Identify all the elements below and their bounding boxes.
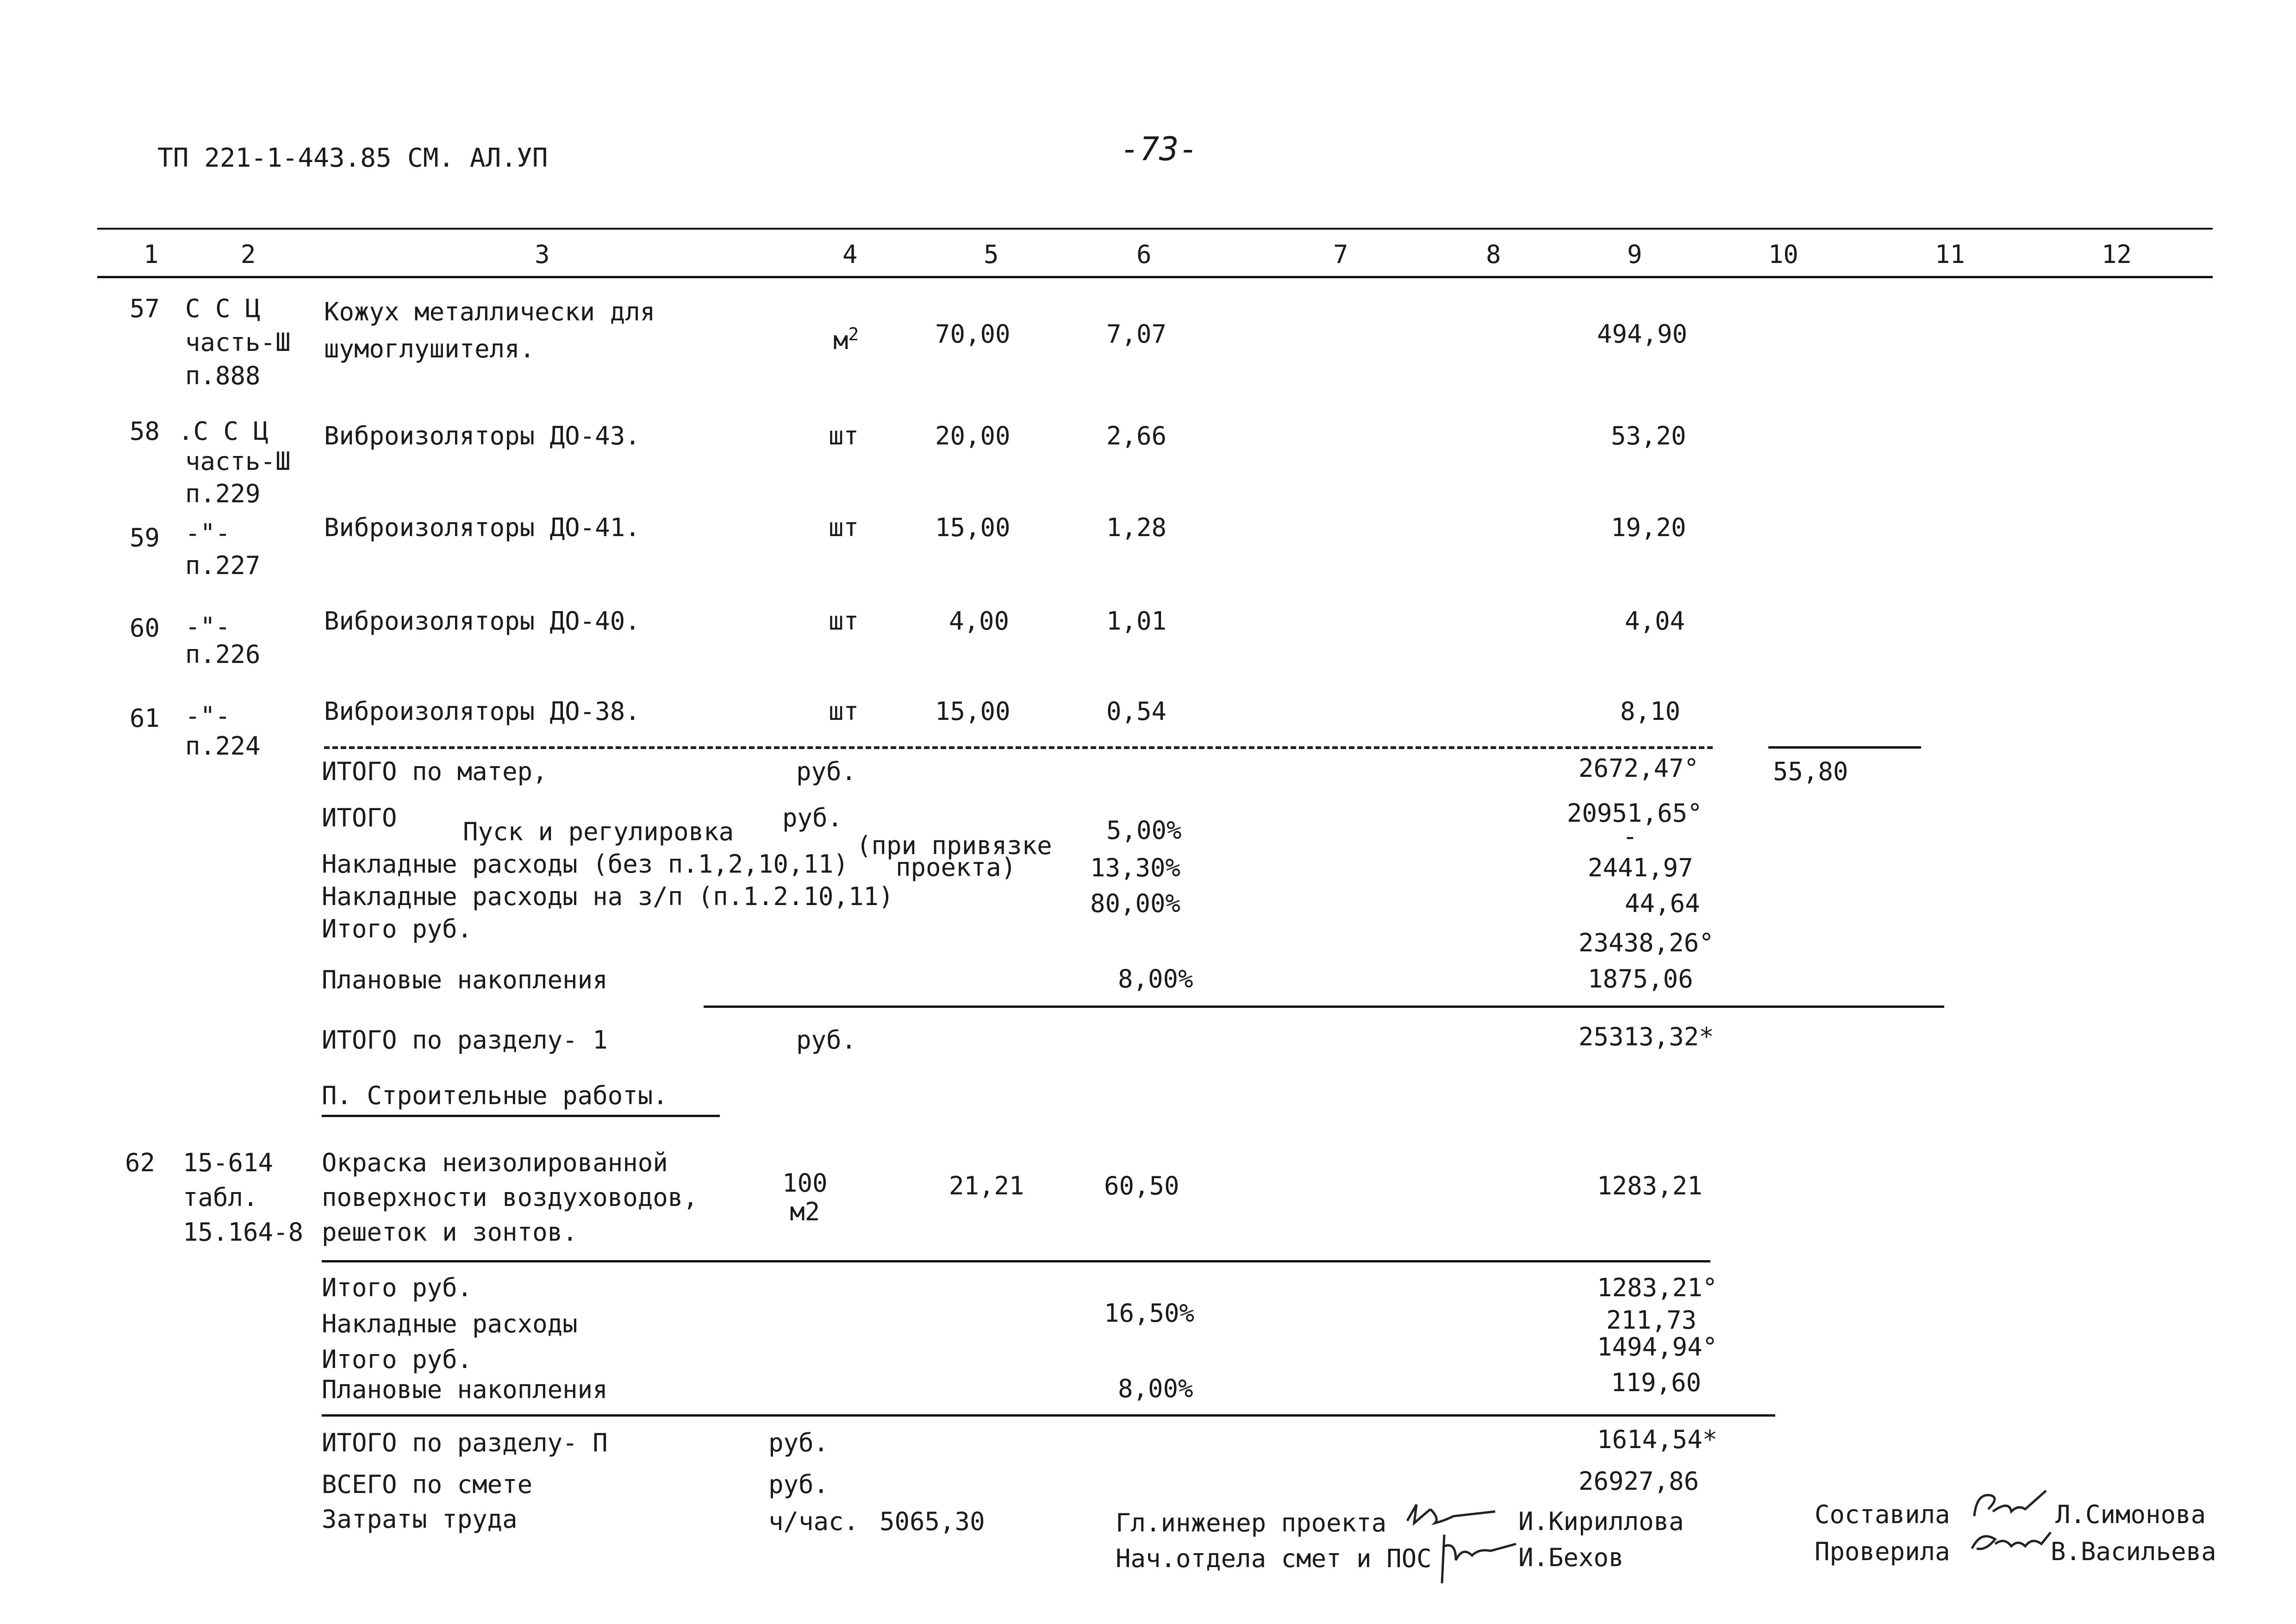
item-price: 2,66 bbox=[1106, 421, 1167, 450]
itogo-total: 20951,65° bbox=[1567, 799, 1703, 828]
item-total: 19,20 bbox=[1611, 513, 1686, 542]
section-1-total-unit: руб. bbox=[796, 1025, 857, 1055]
overhead-label: Накладные расходы bbox=[322, 1309, 578, 1338]
item-quantity: 20,00 bbox=[935, 421, 1011, 450]
labor-value: 5065,30 bbox=[880, 1507, 985, 1536]
heading-underline bbox=[322, 1115, 720, 1117]
item-total: 53,20 bbox=[1611, 421, 1686, 450]
grand-total: 26927,86 bbox=[1578, 1467, 1699, 1496]
subtotal-total: 1494,94° bbox=[1597, 1332, 1718, 1362]
item-name-line: решеток и зонтов. bbox=[322, 1218, 578, 1247]
item-name-line: шумоглушителя. bbox=[324, 334, 535, 363]
item-code-line: часть-Ш bbox=[185, 328, 291, 357]
checked-label: Проверила bbox=[1815, 1537, 1950, 1566]
divider bbox=[1768, 746, 1921, 749]
item-code-line: 15.164-8 bbox=[183, 1218, 304, 1247]
item-name-line: Виброизоляторы ДО-43. bbox=[324, 421, 640, 450]
dept-head-title: Нач.отдела смет и ПОС bbox=[1116, 1544, 1432, 1573]
itogo-label: ИТОГО bbox=[322, 803, 397, 832]
item-code-line: п.229 bbox=[185, 479, 261, 508]
item-quantity: 15,00 bbox=[935, 513, 1011, 542]
item-quantity: 70,00 bbox=[935, 319, 1011, 349]
itogo-dash: - bbox=[1622, 822, 1638, 851]
chief-engineer-name: И.Кириллова bbox=[1518, 1507, 1684, 1536]
compiled-signature bbox=[1967, 1484, 2055, 1525]
chief-engineer-signature bbox=[1403, 1498, 1509, 1530]
item-quantity: 21,21 bbox=[949, 1171, 1024, 1200]
item-code-line: часть-Ш bbox=[185, 447, 291, 476]
overhead1-percent: 13,30% bbox=[1090, 853, 1181, 882]
column-number: 5 bbox=[984, 240, 999, 269]
column-number: 1 bbox=[144, 240, 159, 269]
materials-col10: 55,80 bbox=[1773, 757, 1848, 786]
overhead-percent: 16,50% bbox=[1104, 1299, 1195, 1328]
item-unit: шт bbox=[829, 421, 859, 450]
section-2-total-unit: руб. bbox=[768, 1428, 829, 1457]
item-code-line: 15-614 bbox=[183, 1148, 274, 1177]
divider bbox=[322, 1260, 1710, 1262]
item-total: 8,10 bbox=[1620, 697, 1681, 726]
dept-head-signature bbox=[1435, 1528, 1518, 1588]
table-top-rule bbox=[97, 228, 2213, 230]
section-2-heading: П. Строительные работы. bbox=[322, 1081, 668, 1110]
item-code-line: п.888 bbox=[185, 361, 261, 390]
section-2-total-label: ИТОГО по разделу- П bbox=[322, 1428, 608, 1457]
materials-unit: руб. bbox=[796, 757, 857, 786]
item-code-line: табл. bbox=[183, 1183, 258, 1212]
plan-total: 119,60 bbox=[1611, 1368, 1702, 1397]
item-name-line: Виброизоляторы ДО-41. bbox=[324, 513, 640, 542]
item-quantity: 15,00 bbox=[935, 697, 1011, 726]
overhead2-label: Накладные расходы на з/п (п.1.2.10,11) bbox=[322, 882, 894, 911]
item-total: 1283,21 bbox=[1597, 1171, 1703, 1200]
item-name-line: Виброизоляторы ДО-38. bbox=[324, 697, 640, 726]
pusk-note-line: проекта) bbox=[896, 853, 1017, 882]
item-number: 60 bbox=[130, 613, 160, 643]
plan-percent: 8,00% bbox=[1118, 964, 1193, 993]
chief-engineer-title: Гл.инженер проекта bbox=[1116, 1508, 1387, 1537]
item-unit: 100 м2 bbox=[782, 1168, 828, 1226]
item-code-line: п.224 bbox=[185, 731, 261, 761]
item-name-line: Кожух металлически для bbox=[324, 297, 655, 326]
item-name-line: Виброизоляторы ДО-40. bbox=[324, 606, 640, 636]
document-section: СМ. АЛ.УП bbox=[407, 143, 548, 173]
column-number: 8 bbox=[1486, 240, 1501, 269]
compiled-label: Составила bbox=[1815, 1500, 1950, 1529]
item-number: 58 bbox=[130, 417, 160, 446]
materials-label: ИТОГО по матер, bbox=[322, 757, 548, 786]
item-code-line: .С С Ц bbox=[178, 417, 269, 446]
column-number: 12 bbox=[2102, 240, 2132, 269]
column-number: 10 bbox=[1768, 240, 1799, 269]
labor-label: Затраты труда bbox=[322, 1505, 518, 1534]
subtotal-label: Итого руб. bbox=[322, 914, 473, 943]
item-unit: $м^2$ bbox=[833, 324, 859, 355]
grand-total-unit: руб. bbox=[768, 1470, 829, 1499]
column-number: 4 bbox=[842, 240, 858, 269]
item-number: 59 bbox=[130, 523, 160, 552]
item-number: 57 bbox=[130, 294, 160, 323]
item-total: 4,04 bbox=[1625, 606, 1685, 636]
column-number: 2 bbox=[241, 240, 256, 269]
item-price: 0,54 bbox=[1106, 697, 1167, 726]
column-number: 11 bbox=[1935, 240, 1965, 269]
checked-signature bbox=[1967, 1523, 2055, 1560]
item-number: 62 bbox=[125, 1148, 156, 1177]
item-name-line: Окраска неизолированной bbox=[322, 1148, 668, 1177]
column-number: 7 bbox=[1333, 240, 1348, 269]
checked-name: В.Васильева bbox=[2051, 1537, 2216, 1566]
item-code-line: -"- bbox=[185, 518, 231, 548]
subtotal-total: 1283,21° bbox=[1597, 1273, 1718, 1302]
plan-label: Плановые накопления bbox=[322, 965, 608, 994]
subtotal-total: 23438,26° bbox=[1578, 928, 1714, 957]
item-code-line: -"- bbox=[185, 612, 231, 641]
item-code-line: -"- bbox=[185, 701, 231, 731]
overhead-total: 211,73 bbox=[1606, 1305, 1697, 1335]
section-1-total-label: ИТОГО по разделу- 1 bbox=[322, 1025, 608, 1055]
item-unit: шт bbox=[829, 606, 859, 636]
section-1-total: 25313,32* bbox=[1578, 1022, 1714, 1051]
item-code-line: п.227 bbox=[185, 551, 261, 580]
compiled-name: Л.Симонова bbox=[2055, 1500, 2206, 1529]
subtotal-label: Итого руб. bbox=[322, 1345, 473, 1374]
overhead2-total: 44,64 bbox=[1625, 889, 1700, 918]
labor-unit: ч/час. bbox=[768, 1507, 859, 1536]
item-code-line: С С Ц bbox=[185, 294, 261, 323]
overhead1-label: Накладные расходы (без п.1,2,10,11) bbox=[322, 849, 849, 879]
item-name-line: поверхности воздуховодов, bbox=[322, 1183, 698, 1212]
pusk-note-line: (при привязке bbox=[856, 831, 1052, 860]
dept-head-name: И.Бехов bbox=[1518, 1543, 1624, 1572]
divider bbox=[324, 746, 1713, 749]
item-number: 61 bbox=[130, 704, 160, 733]
item-price: 1,28 bbox=[1106, 513, 1167, 542]
materials-total: 2672,47° bbox=[1578, 754, 1699, 783]
grand-total-label: ВСЕГО по смете bbox=[322, 1470, 533, 1499]
document-code: ТП 221-1-443.85 bbox=[157, 143, 392, 173]
subtotal-label: Итого руб. bbox=[322, 1273, 473, 1302]
plan-label: Плановые накопления bbox=[322, 1375, 608, 1404]
item-price: 1,01 bbox=[1106, 606, 1167, 636]
column-number: 9 bbox=[1627, 240, 1642, 269]
column-number: 3 bbox=[535, 240, 550, 269]
itogo-unit: руб. bbox=[782, 803, 843, 832]
item-quantity: 4,00 bbox=[949, 606, 1010, 636]
table-header-rule bbox=[97, 276, 2213, 278]
pusk-label: Пуск и регулировка bbox=[463, 817, 734, 846]
divider bbox=[704, 1006, 1944, 1008]
plan-total: 1875,06 bbox=[1588, 964, 1693, 993]
plan-percent: 8,00% bbox=[1118, 1374, 1193, 1403]
item-price: 60,50 bbox=[1104, 1171, 1179, 1200]
section-2-total: 1614,54* bbox=[1597, 1425, 1718, 1454]
item-unit: шт bbox=[829, 513, 859, 542]
overhead1-total: 2441,97 bbox=[1588, 853, 1693, 882]
pusk-percent: 5,00% bbox=[1106, 816, 1182, 845]
overhead2-percent: 80,00% bbox=[1090, 889, 1181, 918]
item-unit: шт bbox=[829, 697, 859, 726]
item-price: 7,07 bbox=[1106, 319, 1167, 349]
column-number: 6 bbox=[1136, 240, 1152, 269]
item-total: 494,90 bbox=[1597, 319, 1688, 349]
divider bbox=[322, 1414, 1775, 1417]
page-number: -73- bbox=[1120, 130, 1198, 168]
item-code-line: п.226 bbox=[185, 640, 261, 669]
